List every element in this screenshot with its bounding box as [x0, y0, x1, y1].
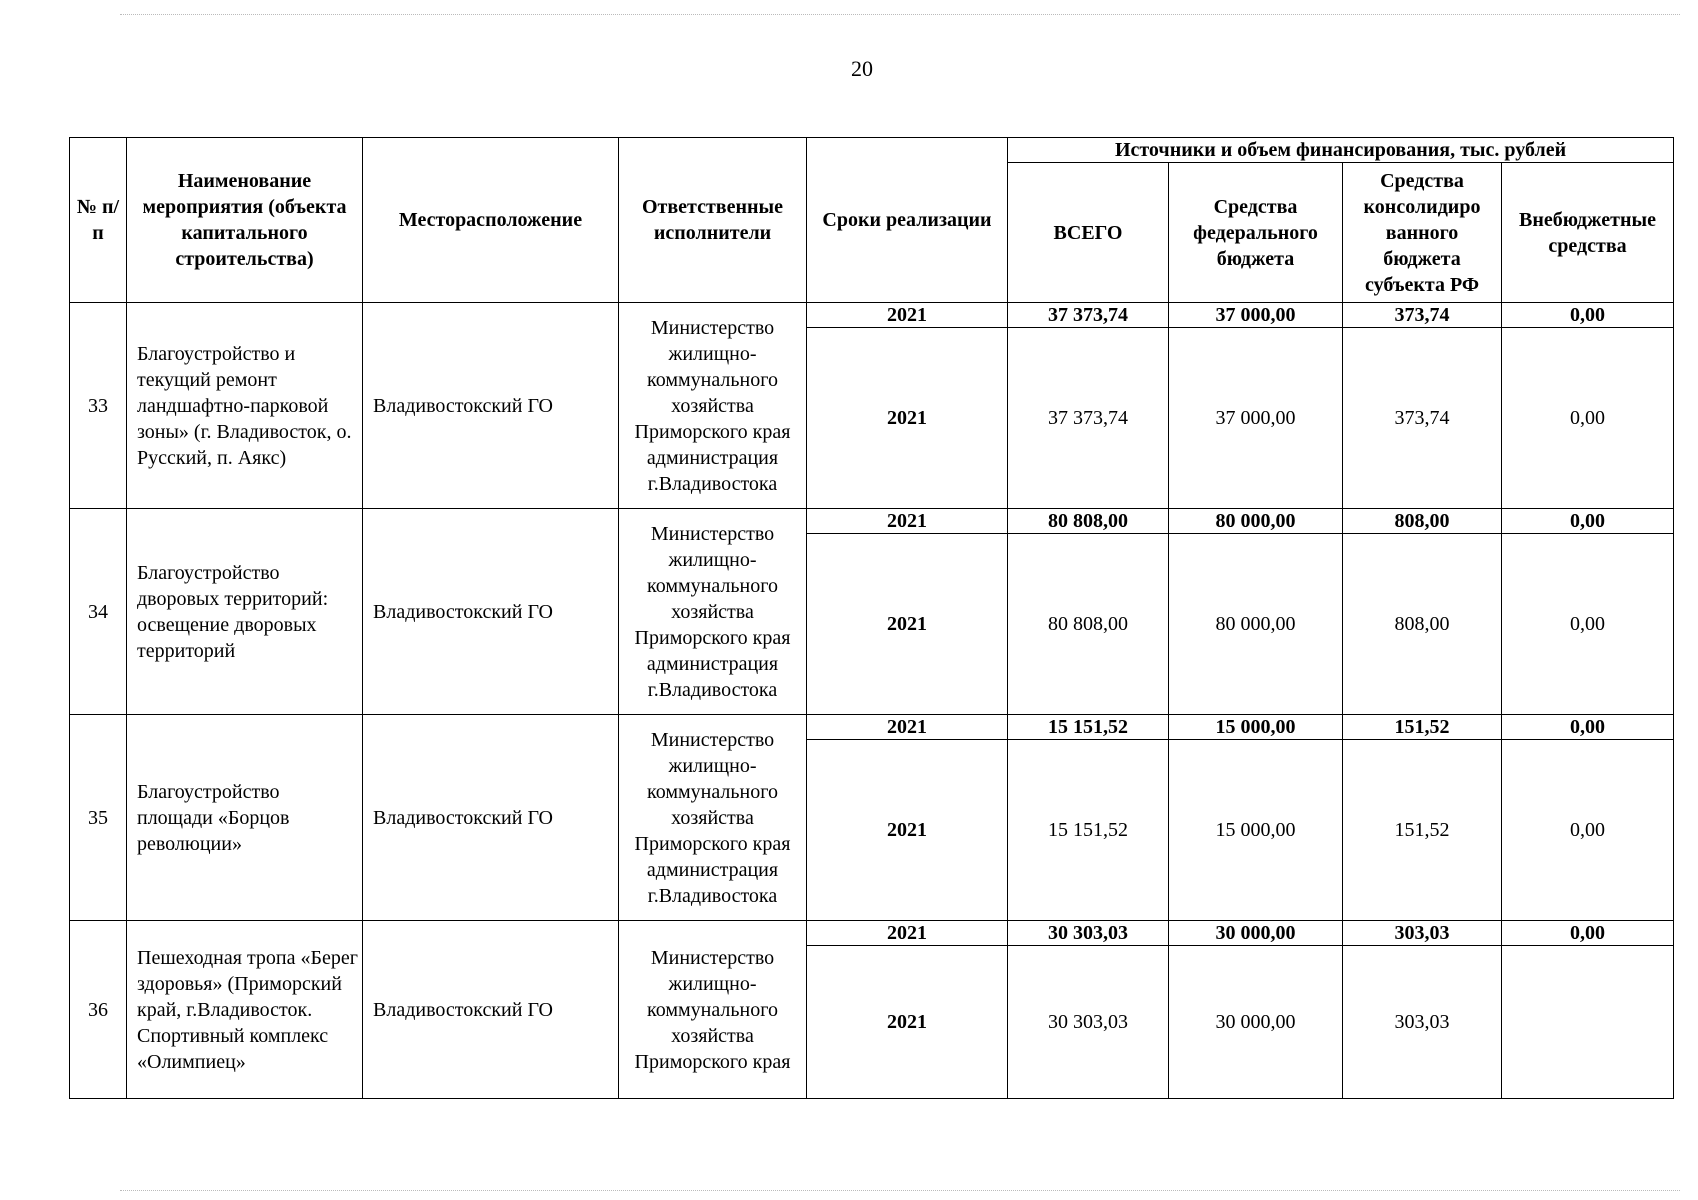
row-total: 37 373,74 [1008, 328, 1169, 509]
header-num: № п/п [70, 138, 127, 303]
row-responsible: Министерство жилищно-коммунального хозяйства Приморского края [619, 921, 807, 1099]
row-total-sum: 80 808,00 [1008, 509, 1169, 534]
row-federal-sum: 37 000,00 [1169, 303, 1343, 328]
row-extra [1502, 946, 1674, 1099]
row-regional-sum: 808,00 [1343, 509, 1502, 534]
row-regional: 373,74 [1343, 328, 1502, 509]
row-location: Владивостокский ГО [363, 509, 619, 715]
table-row-total [70, 303, 1674, 328]
row-year-total: 2021 [807, 303, 1008, 328]
row-num: 36 [70, 921, 127, 1099]
row-year-total: 2021 [807, 509, 1008, 534]
row-extra-sum: 0,00 [1502, 715, 1674, 740]
row-total-sum: 37 373,74 [1008, 303, 1169, 328]
row-extra-sum: 0,00 [1502, 303, 1674, 328]
row-num: 33 [70, 303, 127, 509]
header-location: Месторасположение [363, 138, 619, 303]
row-responsible: Министерство жилищно-коммунального хозяйства Приморского края администрация г.Владивостока [619, 303, 807, 509]
header-period: Сроки реализации [807, 138, 1008, 303]
row-responsible: Министерство жилищно-коммунального хозяйства Приморского края администрация г.Владивостока [619, 715, 807, 921]
row-regional: 151,52 [1343, 740, 1502, 921]
row-federal-sum: 80 000,00 [1169, 509, 1343, 534]
page-number: 20 [851, 56, 873, 81]
row-regional-sum: 151,52 [1343, 715, 1502, 740]
row-total: 80 808,00 [1008, 534, 1169, 715]
row-name: Благоустройство дворовых территорий: освещение дворовых территорий [127, 509, 363, 715]
row-regional: 808,00 [1343, 534, 1502, 715]
row-extra: 0,00 [1502, 328, 1674, 509]
header-funding-group: Источники и объем финансирования, тыс. рублей [1008, 138, 1674, 163]
row-regional: 303,03 [1343, 946, 1502, 1099]
row-year: 2021 [807, 534, 1008, 715]
header-federal: Средства федерального бюджета [1169, 163, 1343, 303]
table-row-total [70, 509, 1674, 534]
row-extra-sum: 0,00 [1502, 921, 1674, 946]
table-row-total [70, 715, 1674, 740]
row-year-total: 2021 [807, 921, 1008, 946]
row-year: 2021 [807, 328, 1008, 509]
header-regional: Средства консолидиро ванного бюджета субъекта РФ [1343, 163, 1502, 303]
row-location: Владивостокский ГО [363, 921, 619, 1099]
row-extra: 0,00 [1502, 534, 1674, 715]
header-total: ВСЕГО [1008, 163, 1169, 303]
row-total: 30 303,03 [1008, 946, 1169, 1099]
row-num: 35 [70, 715, 127, 921]
row-regional-sum: 303,03 [1343, 921, 1502, 946]
row-name: Пешеходная тропа «Берег здоровья» (Приморский край, г.Владивосток. Спортивный комплекс «Олимпиец» [127, 921, 363, 1099]
row-num: 34 [70, 509, 127, 715]
row-name: Благоустройство площади «Борцов революции» [127, 715, 363, 921]
row-federal-sum: 30 000,00 [1169, 921, 1343, 946]
budget-table [69, 137, 1674, 1099]
header-responsible: Ответственные исполнители [619, 138, 807, 303]
row-federal: 30 000,00 [1169, 946, 1343, 1099]
row-regional-sum: 373,74 [1343, 303, 1502, 328]
header-extra: Внебюджетные средства [1502, 163, 1674, 303]
row-federal: 37 000,00 [1169, 328, 1343, 509]
row-total-sum: 15 151,52 [1008, 715, 1169, 740]
row-year-total: 2021 [807, 715, 1008, 740]
row-extra-sum: 0,00 [1502, 509, 1674, 534]
row-federal: 80 000,00 [1169, 534, 1343, 715]
row-extra: 0,00 [1502, 740, 1674, 921]
row-name: Благоустройство и текущий ремонт ландшафтно-парковой зоны» (г. Владивосток, о. Русский, п. Аякс) [127, 303, 363, 509]
row-responsible: Министерство жилищно-коммунального хозяйства Приморского края администрация г.Владивостока [619, 509, 807, 715]
row-federal-sum: 15 000,00 [1169, 715, 1343, 740]
scan-edge-bottom [120, 1190, 1680, 1191]
scan-edge-top [120, 14, 1680, 15]
row-location: Владивостокский ГО [363, 303, 619, 509]
table-row-total [70, 921, 1674, 946]
row-total: 15 151,52 [1008, 740, 1169, 921]
row-year: 2021 [807, 740, 1008, 921]
row-total-sum: 30 303,03 [1008, 921, 1169, 946]
row-year: 2021 [807, 946, 1008, 1099]
row-location: Владивостокский ГО [363, 715, 619, 921]
header-name: Наименование мероприятия (объекта капитального строительства) [127, 138, 363, 303]
row-federal: 15 000,00 [1169, 740, 1343, 921]
